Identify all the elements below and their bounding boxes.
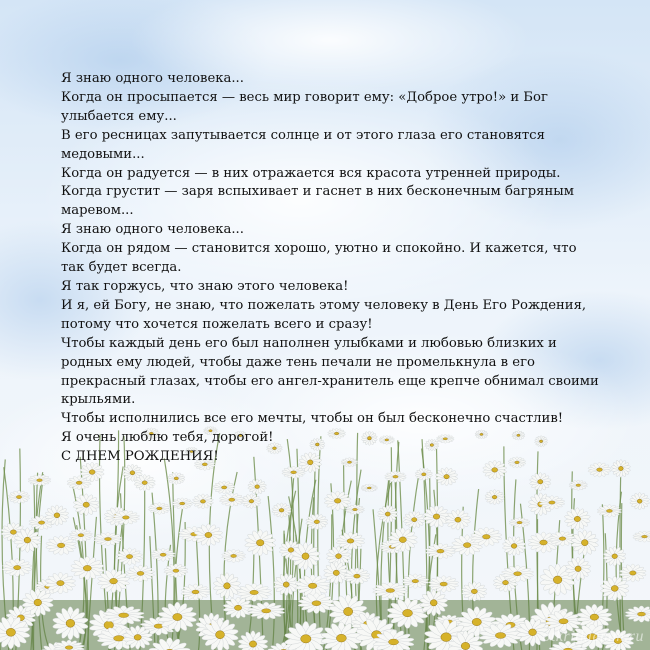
poem-line: Чтобы каждый день его был наполнен улыбками и любовью близких и xyxy=(61,335,557,351)
poem-line: Я так горжусь, что знаю этого человека! xyxy=(61,278,349,294)
poem-line: Когда он радуется — в них отражается вся красота утренней природы. xyxy=(61,165,561,181)
poem-line: В его ресницах запутывается солнце и от этого глаза его становятся xyxy=(61,127,545,143)
poem-line: Когда он рядом — становится хорошо, уютно и спокойно. И кажется, что xyxy=(61,241,577,257)
poem-line: прекрасный глазах, чтобы его ангел-хранитель еще крепче обнимал своими xyxy=(61,373,599,389)
poem-line: Я знаю одного человека... xyxy=(61,71,244,86)
poem-text xyxy=(61,70,601,467)
poem-line: С ДНЕМ РОЖДЕНИЯ! xyxy=(61,449,219,465)
poem-line: Я очень люблю тебя, дорогой! xyxy=(61,430,274,446)
poem-line: улыбается ему... xyxy=(61,108,177,124)
poem-line: крыльями. xyxy=(61,392,136,408)
poem-line: медовыми... xyxy=(61,146,145,162)
poem-line: потому что хочется пожелать всего и сразу! xyxy=(61,316,373,332)
poem-line: маревом... xyxy=(61,203,134,219)
poem-line: Когда он просыпается — весь мир говорит ему: «Доброе утро!» и Бог xyxy=(61,89,548,105)
watermark: otkritkiemm.ru xyxy=(542,628,644,645)
poem-line: Я знаю одного человека... xyxy=(61,222,244,238)
poem-line: родных ему людей, чтобы даже тень печали не промелькнула в его xyxy=(61,354,535,370)
poem-line: И я, ей Богу, не знаю, что пожелать этому человеку в День Его Рождения, xyxy=(61,297,587,313)
poem-line: Когда грустит — заря вспыхивает и гаснет в них бесконечным багряным xyxy=(61,184,575,200)
poem-line: так будет всегда. xyxy=(61,260,182,276)
poem-line: Чтобы исполнились все его мечты, чтобы он был бесконечно счастлив! xyxy=(61,411,564,427)
